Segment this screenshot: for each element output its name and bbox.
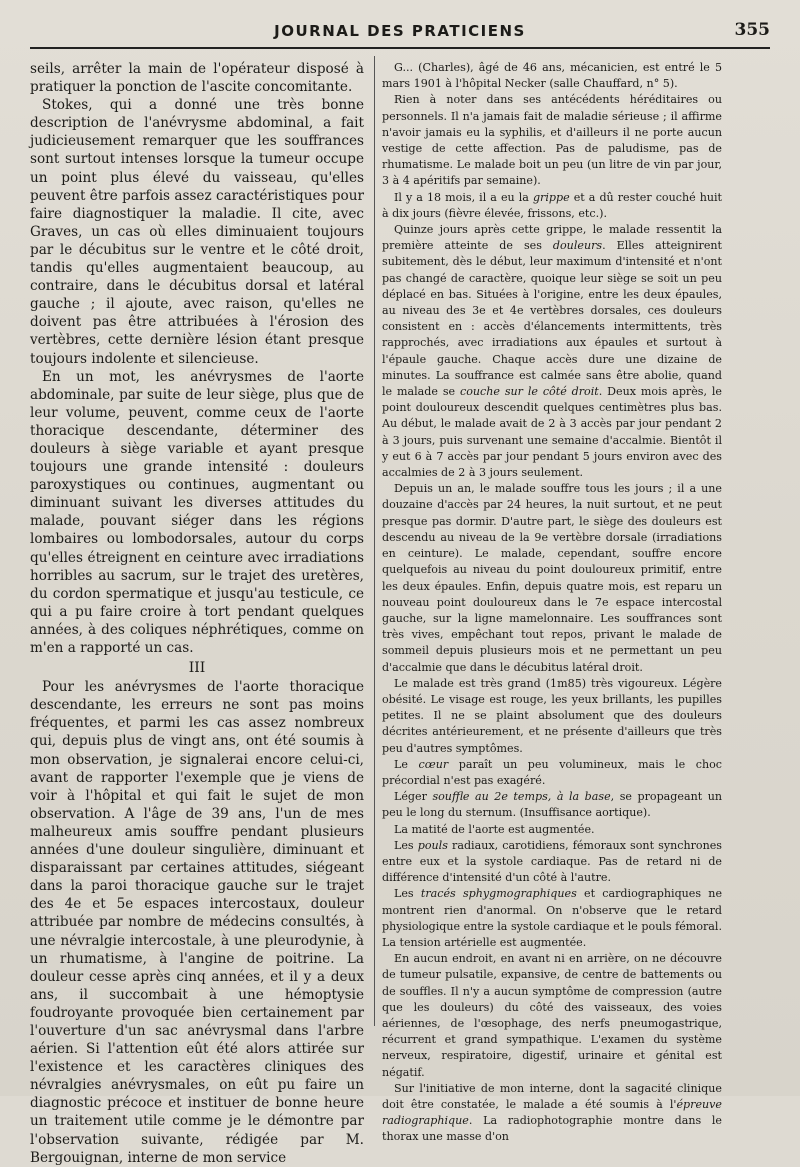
emphasis-text: tracés sphygmographiques: [420, 887, 577, 901]
text-run: et a dû rester couché huit à dix jours (fièvre élevée, frissons, etc.).: [382, 190, 723, 220]
text-run: Quinze jours après cette grippe, le malade ressentit la première atteinte de ses: [382, 223, 722, 253]
text-run: et cardiographiques ne montrent rien d'anormal. On n'observe que le retard physiologique entre la systole cardiaque et le pouls fémoral. La tension artérielle est augmentée.: [382, 887, 723, 949]
emphasis-text: douleurs: [552, 239, 603, 253]
section-heading: III: [188, 660, 206, 677]
observation-paragraph: [382, 222, 722, 481]
text-run: Les: [394, 887, 421, 901]
page-header: [30, 20, 770, 44]
left-paragraph: En un mot, les anévrysmes de l'aorte abdominale, par suite de leur siège, plus que de leur volume, peuvent, comme ceux de l'aorte thoracique descendante, déterminer des douleurs à siège variable et ayant presque toujours une grande intensité : douleurs paroxystiques ou continues, augmentant ou diminuant suivant les diverses attitudes du malade, pouvant siéger dans les régions lombaires ou lombodorsales, autour du corps qu'elles étreignent en ceinture avec irradiations horribles au sacrum, sur le trajet des uretères, du cordon spermatique et jusqu'au testicule, ce qui a pu faire croire à tort pendant quelques années, à des coliques néphrétiques, comme on m'en a rapporté un cas.: [30, 368, 364, 656]
observation-paragraph: [382, 838, 722, 887]
text-run: radiaux, carotidiens, fémoraux sont synchrones entre eux et la systole cardiaque. Pas de retard ni de différence d'intensité d'un côté à l'autre.: [382, 838, 722, 885]
emphasis-text: grippe: [532, 190, 570, 204]
observation-paragraph: [382, 886, 722, 951]
page-number: 355: [734, 20, 770, 40]
text-run: . Deux mois après, le point douloureux descendit quelques centimètres plus bas. Au début, le malade avait de 2 à 3 accès par jour pendant 2 à 3 jours, puis survenant une semaine d'accalmie. Bientôt il y eut 6 à 7 accès par jour pendant 5 jours environ avec des accalmies de 2 à 3 jours seulement.: [382, 385, 722, 480]
emphasis-text: cœur: [418, 757, 449, 771]
emphasis-text: pouls: [417, 838, 448, 852]
observation-paragraph: Rien à noter dans ses antécédents héréditaires ou personnels. Il n'a jamais fait de maladie sérieuse ; il affirme n'avoir jamais eu la syphilis, et d'ailleurs il ne porte aucun vestige de cette affection. Pas de paludisme, pas de rhumatisme. Le malade boit un peu (un litre de vin par jour, 3 à 4 apéritifs par semaine).: [382, 93, 722, 188]
observation-paragraph: G... (Charles), âgé de 46 ans, mécanicien, est entré le 5 mars 1901 à l'hôpital Necker (salle Chauffard, n° 5).: [382, 61, 722, 91]
column-divider: [374, 56, 375, 1026]
observation-paragraph: [382, 1081, 722, 1146]
observation-paragraph: [382, 757, 722, 789]
observation-paragraph: [382, 190, 722, 222]
observation-paragraph: [382, 789, 722, 821]
observation-paragraph: En aucun endroit, en avant ni en arrière, on ne découvre de tumeur pulsatile, expansive, de centre de battements ou de souffles. Il n'y a aucun symptôme de compression (autre que les douleurs) du côté des vaisseaux, des voies aériennes, de l'œsophage, des nerfs pneumogastrique, récurrent et grand sympathique. L'examen du système nerveux, respiratoire, digestif, urinaire et génital est négatif.: [382, 952, 722, 1079]
text-run: paraît un peu volumineux, mais le choc précordial n'est pas exagéré.: [382, 757, 722, 787]
observation-paragraph: La matité de l'aorte est augmentée.: [394, 822, 595, 836]
left-paragraph: Stokes, qui a donné une très bonne description de l'anévrysme abdominal, a fait judicieusement remarquer que les souffrances sont surtout intenses lorsque la tumeur occupe un point plus élevé du vaisseau, qu'elles peuvent être parfois assez caractéristiques pour faire diagnostiquer la maladie. Il cite, avec Graves, un cas où elles diminuaient toujours par le décubitus sur le ventre et le côté droit, tandis qu'elles augmentaient beaucoup, au contraire, dans le décubitus dorsal et latéral gauche ; il ajoute, avec raison, qu'elles ne doivent pas être attribuées à l'érosion des vertèbres, cette dernière lésion étant presque toujours indolente et silencieuse.: [30, 97, 364, 367]
text-run: . Elles atteignirent subitement, dès le début, leur maximum d'intensité et n'ont pas changé de caractère, quoique leur siège se soit un peu déplacé en bas. Situées à l'origine, entre les deux épaules, au niveau des 3e et 4e vertèbres dorsales, ces douleurs consistent en : accès d'élancements intermittents, très rapprochés, avec irradiations aux épaules et surtout à l'épaule gauche. Chaque accès dure une dizaine de minutes. La souffrance est calmée sans être abolie, quand le malade se: [382, 239, 722, 399]
left-paragraph: seils, arrêter la main de l'opérateur disposé à pratiquer la ponction de l'ascite concomitante.: [30, 61, 364, 96]
emphasis-text: couche sur le côté droit: [459, 385, 599, 399]
emphasis-text: épreuve radiographique: [382, 1098, 722, 1128]
right-column: [382, 60, 722, 1146]
text-run: Le: [394, 757, 419, 771]
text-run: Il y a 18 mois, il a eu la: [394, 190, 533, 204]
text-run: . La radiophotographie montre dans le thorax une masse d'on: [382, 1114, 722, 1144]
text-run: Léger: [394, 790, 433, 804]
left-column: [30, 60, 364, 1167]
text-run: Sur l'initiative de mon interne, dont la sagacité clinique doit être constatée, le malade a été soumis à l': [382, 1081, 722, 1111]
left-paragraph: Pour les anévrysmes de l'aorte thoracique descendante, les erreurs ne sont pas moins fréquentes, et parmi les cas assez nombreux qui, depuis plus de vingt ans, ont été soumis à mon observation, je signalerai encore celui-ci, avant de rapporter l'exemple que je viens de voir à l'hôpital et qui fait le sujet de mon observation. A l'âge de 39 ans, l'un de mes malheureux amis souffre pendant plusieurs années d'une douleur singulière, diminuant et disparaissant par certaines attitudes, siégeant dans la paroi thoracique gauche sur le trajet des 4e et 5e espaces intercostaux, douleur attribuée par nombre de médecins consultés, à une névralgie intercostale, à une pleurodynie, à un rhumatisme, à l'angine de poitrine. La douleur cesse après cinq années, et il y a deux ans, il succombait à une hémoptysie foudroyante provoquée bien certainement par l'ouverture d'un sac anévrysmal dans l'arbre aérien. Si l'attention eût été alors attirée sur l'existence et les caractères cliniques des névralgies anévrysmales, on eût pu faire un diagnostic précoce et instituer de bonne heure un traitement utile comme je le démontre par l'observation suivante, rédigée par M. Bergouignan, interne de mon service: [30, 679, 364, 1166]
journal-title: JOURNAL DES PRATICIENS: [274, 22, 526, 40]
observation-paragraph: Depuis un an, le malade souffre tous les jours ; il a une douzaine d'accès par 24 heures, la nuit surtout, et ne peut presque pas dormir. D'autre part, le siège des douleurs est descendu au niveau de la 9e vertèbre dorsale (irradiations en ceinture). Le malade, cependant, souffre encore quelquefois au niveau du point douloureux primitif, entre les deux épaules. Enfin, depuis quatre mois, est reparu un nouveau point douloureux dans le 7e espace intercostal gauche, sur la ligne mamelonnaire. Les souffrances sont très vives, empêchant tout repos, privant le malade de sommeil depuis plusieurs mois et ne permettant un peu d'accalmie que dans le décubitus latéral droit.: [382, 482, 722, 674]
text-run: , se propageant un peu le long du sternum. (Insuffisance aortique).: [382, 790, 722, 820]
observation-paragraph: Le malade est très grand (1m85) très vigoureux. Légère obésité. Le visage est rouge, les yeux brillants, les pupilles petites. Il ne se plaint absolument que des douleurs décrites antérieurement, et ne présente d'ailleurs que très peu d'autres symptômes.: [382, 676, 722, 755]
header-rule: [30, 47, 770, 49]
emphasis-text: souffle au 2e temps, à la base: [432, 790, 611, 804]
text-run: Les: [394, 838, 418, 852]
